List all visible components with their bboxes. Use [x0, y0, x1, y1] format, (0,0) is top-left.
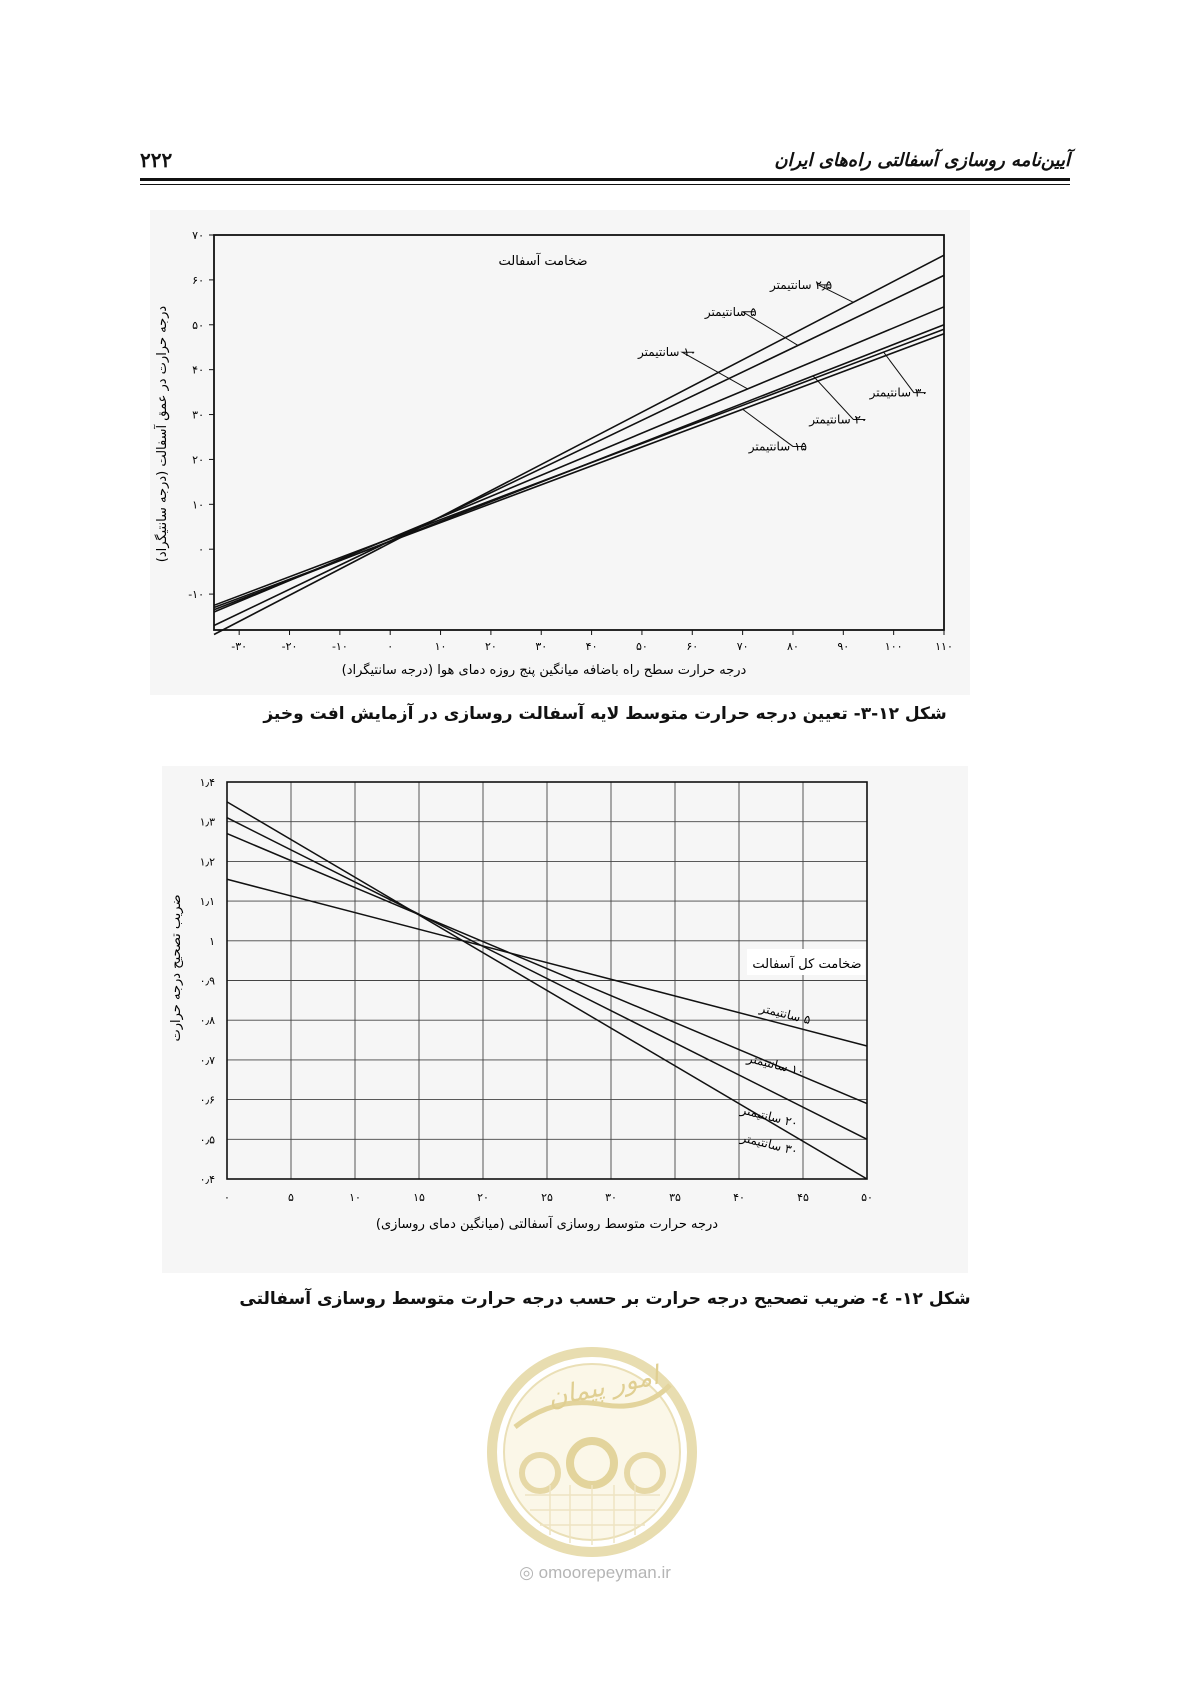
series-line [214, 334, 944, 608]
x-tick-label: -۲۰ [281, 640, 298, 653]
y-tick-label: ۰٫۵ [199, 1133, 215, 1147]
x-tick-label: ۶۰ [686, 640, 699, 653]
x-tick-label: ۱۰۰ [884, 640, 903, 653]
chart-annotation: ضخامت کل آسفالت [752, 957, 862, 972]
y-tick-label: ۵۰ [192, 318, 204, 332]
x-tick-label: ۵ [288, 1191, 294, 1204]
series-label: ۱۵ سانتیمتر [748, 439, 807, 454]
series-label: ۱۰ سانتیمتر [638, 345, 697, 360]
series-line [214, 275, 944, 625]
x-tick-label: -۳۰ [231, 640, 248, 653]
x-tick-label: ۱۰ [349, 1191, 361, 1204]
x-tick-label: ۴۰ [585, 640, 598, 653]
y-tick-label: ۰٫۶ [199, 1093, 215, 1107]
y-tick-label: ۰٫۷ [199, 1053, 215, 1067]
x-tick-label: ۹۰ [837, 640, 850, 653]
header-rule [140, 178, 1070, 181]
x-tick-label: -۱۰ [331, 640, 348, 653]
x-tick-label: ۷۰ [736, 640, 749, 653]
y-tick-label: ۴۰ [192, 363, 204, 377]
chart-annotation: ضخامت آسفالت [498, 254, 588, 269]
plot-frame [214, 235, 944, 630]
x-tick-label: ۱۰ [434, 640, 447, 653]
x-axis-label: درجه حرارت متوسط روسازی آسفالتی (میانگین دمای روسازی) [375, 1217, 719, 1232]
x-tick-label: ۲۰ [477, 1191, 489, 1204]
y-tick-label: ۱٫۱ [199, 895, 215, 909]
series-label: ۲۰ سانتیمتر [809, 412, 868, 427]
figure-caption-2: شکل ۱۲- ٤- ضریب تصحیح درجه حرارت بر حسب درجه حرارت متوسط روسازی آسفالتی [239, 1289, 971, 1309]
series-label: ۲۰ سانتیمتر [739, 1102, 800, 1131]
x-tick-label: ۳۰ [605, 1191, 617, 1204]
page-header [140, 148, 1070, 188]
y-tick-label: ۳۰ [192, 408, 204, 422]
y-tick-label: -۱۰ [188, 588, 204, 602]
x-tick-label: ۵۰ [636, 640, 648, 653]
watermark-site [0, 1563, 1190, 1583]
header-rule-thin [140, 184, 1070, 185]
x-axis-label: درجه حرارت سطح راه باضافه میانگین پنج روزه دمای هوا (درجه سانتیگراد) [341, 663, 747, 678]
series-label: ۳۰ سانتیمتر [869, 385, 928, 400]
series-label: ۵ سانتیمتر [704, 304, 757, 319]
figure-caption-1: شکل ۱۲-۳- تعیین درجه حرارت متوسط لایه آسفالت روسازی در آزمایش افت وخیز [263, 704, 947, 724]
series-line [214, 255, 944, 634]
y-tick-label: ۱٫۴ [199, 776, 215, 789]
y-tick-label: ۱۰ [192, 498, 204, 512]
x-tick-label: ۱۵ [413, 1191, 425, 1204]
x-tick-label: ۳۰ [535, 640, 548, 653]
x-tick-label: ۴۵ [797, 1191, 809, 1204]
y-tick-label: ۱ [209, 934, 215, 948]
y-tick-label: ۱٫۲ [199, 855, 215, 869]
x-tick-label: ۰ [224, 1191, 230, 1204]
x-tick-label: ۴۰ [733, 1191, 745, 1204]
series-label: ۵ سانتیمتر [758, 1000, 813, 1028]
book-title: آیین‌نامه روسازی آسفالتی راه‌های ایران [774, 150, 1070, 171]
x-tick-label: ۳۵ [669, 1191, 681, 1204]
x-tick-label: ۰ [387, 640, 394, 653]
x-tick-label: ۲۵ [541, 1191, 553, 1204]
seal-text: امور پیمان [545, 1360, 662, 1414]
y-tick-label: ۶۰ [192, 273, 204, 287]
series-label: ۳۰ سانتیمتر [739, 1130, 800, 1159]
y-tick-label: ۰٫۸ [199, 1014, 215, 1028]
y-tick-label: ۲۰ [192, 453, 204, 467]
site-text: omoorepeyman.ir [538, 1563, 671, 1582]
at-icon: ◎ [519, 1563, 534, 1582]
x-tick-label: ۵۰ [861, 1191, 873, 1204]
y-tick-label: ۰٫۴ [199, 1173, 215, 1186]
watermark-seal [485, 1345, 700, 1560]
y-tick-label: ۰ [198, 543, 204, 557]
y-axis-label: ضریب تصحیح درجه حرارت [169, 894, 184, 1042]
series-line [214, 329, 944, 605]
series-label: ۲٫۵ سانتیمتر [770, 277, 833, 292]
page-number: ۲۲۲ [140, 148, 173, 172]
x-tick-label: ۲۰ [484, 640, 497, 653]
series-label: ۱۰ سانتیمتر [745, 1051, 806, 1079]
y-tick-label: ۷۰ [192, 229, 204, 242]
y-tick-label: ۰٫۹ [199, 974, 215, 988]
x-tick-label: ۱۱۰ [935, 640, 953, 653]
chart-correction-factor [162, 766, 968, 1273]
y-axis-label: درجه حرارت در عمق آسفالت (درجه سانتیگراد) [155, 305, 170, 563]
chart-layer-temperature [150, 210, 970, 695]
x-tick-label: ۸۰ [787, 640, 799, 653]
y-tick-label: ۱٫۳ [199, 815, 215, 829]
